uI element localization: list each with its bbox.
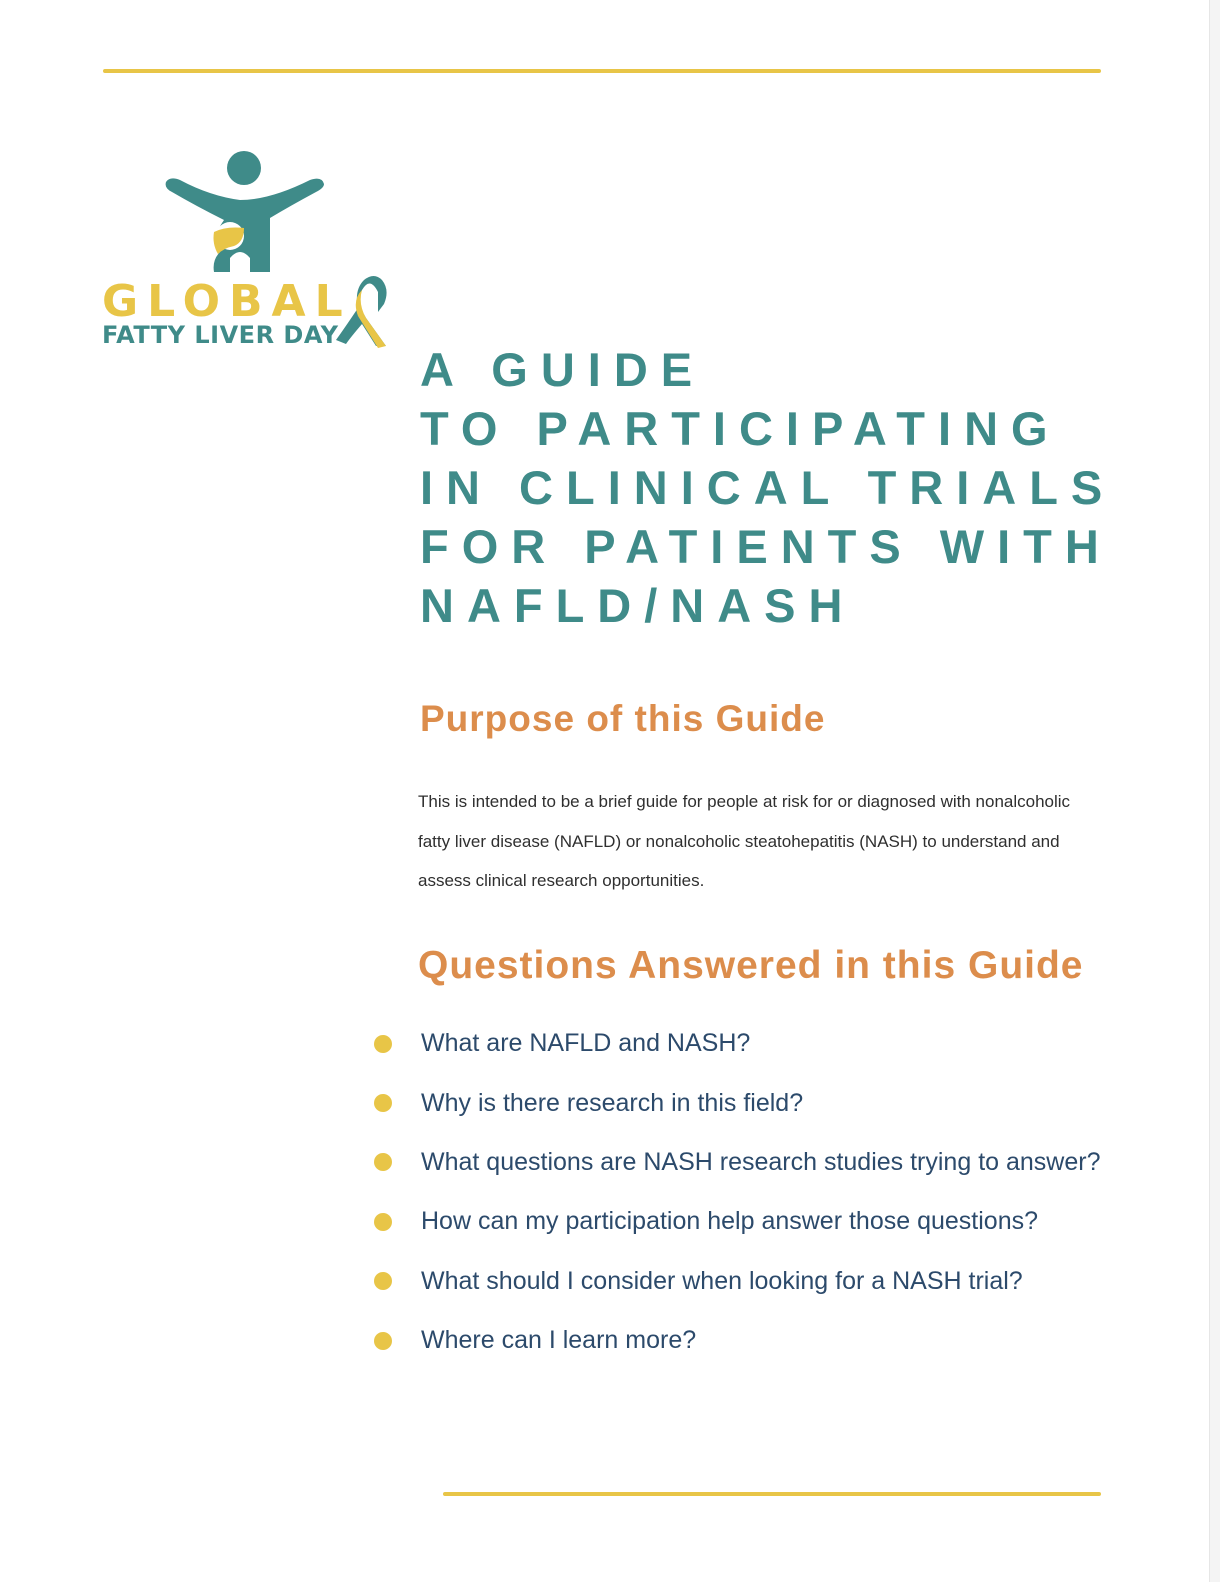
purpose-text: This is intended to be a brief guide for people at risk for or diagnosed with nonalcoholic fatty liver disease (NAFLD) or nonalcoholic steatohepatitis (NASH) to understand and assess clinical research opportunities. — [418, 792, 1071, 890]
page-title — [420, 340, 1115, 635]
questions-list — [370, 1014, 1100, 1370]
bullet-dot-icon — [374, 1332, 392, 1350]
list-item — [370, 1133, 1100, 1192]
logo-subtitle: FATTY LIVER DAY — [102, 321, 339, 349]
title-line: A GUIDE — [420, 343, 706, 396]
title-line: FOR PATIENTS WITH — [420, 520, 1112, 573]
question-text: Why is there research in this field? — [421, 1088, 804, 1117]
purpose-heading: Purpose of this Guide — [420, 698, 826, 739]
page-edge — [1209, 0, 1220, 1582]
list-item — [370, 1311, 1100, 1370]
list-item — [370, 1192, 1100, 1251]
top-divider — [103, 69, 1101, 73]
bullet-dot-icon — [374, 1035, 392, 1053]
bottom-divider — [443, 1492, 1101, 1496]
questions-heading: Questions Answered in this Guide — [418, 944, 1084, 987]
question-text: What are NAFLD and NASH? — [421, 1029, 751, 1058]
question-text: What should I consider when looking for a NASH trial? — [421, 1266, 1023, 1295]
bullet-dot-icon — [374, 1213, 392, 1231]
bullet-dot-icon — [374, 1094, 392, 1112]
list-item — [370, 1014, 1100, 1073]
question-text: What questions are NASH research studies trying to answer? — [421, 1147, 1101, 1176]
bullet-dot-icon — [374, 1272, 392, 1290]
global-fatty-liver-day-logo — [100, 140, 400, 355]
list-item — [370, 1073, 1100, 1132]
title-line: IN CLINICAL TRIALS — [420, 461, 1116, 514]
title-line: NAFLD/NASH — [420, 579, 856, 632]
question-text: How can my participation help answer those questions? — [421, 1207, 1039, 1236]
title-line: TO PARTICIPATING — [420, 402, 1061, 455]
person-icon — [166, 151, 324, 272]
list-item — [370, 1252, 1100, 1311]
question-text: Where can I learn more? — [421, 1326, 697, 1355]
logo-word: GLOBAL — [102, 276, 352, 327]
bullet-dot-icon — [374, 1153, 392, 1171]
